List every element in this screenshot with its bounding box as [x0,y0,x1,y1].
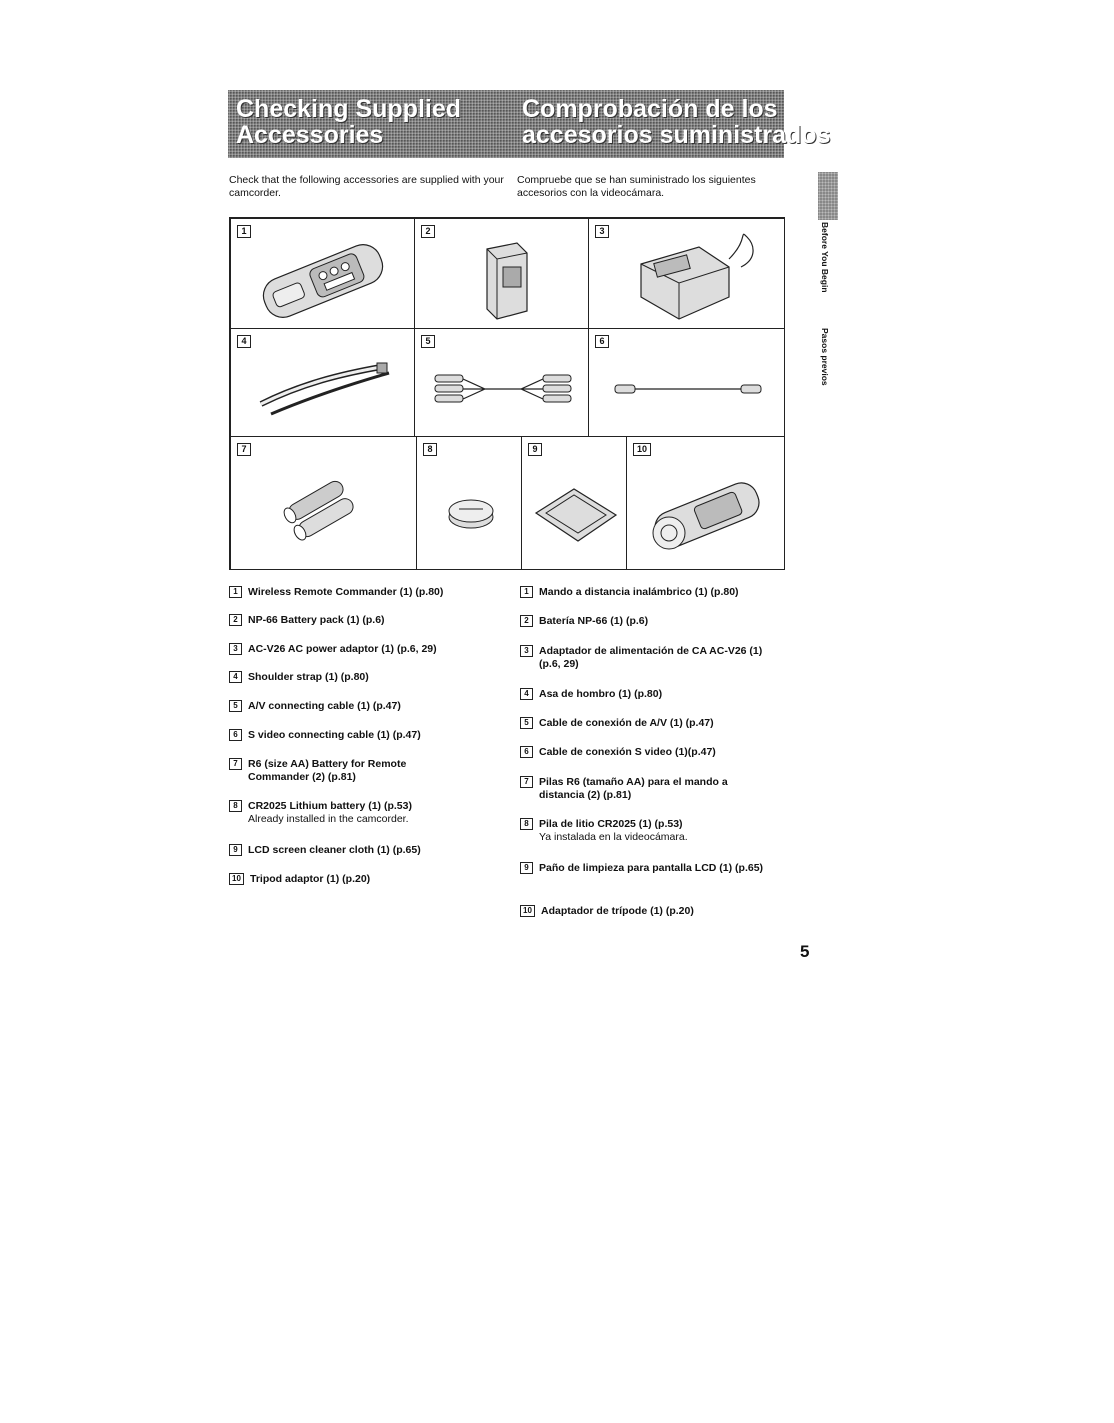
lithium-battery-icon [417,437,523,571]
battery-pack-icon [415,219,590,330]
grid-number-3: 3 [595,225,609,238]
grid-number-2: 2 [421,225,435,238]
spanish-item-1 [520,586,790,599]
english-item-9-number: 9 [229,844,242,856]
english-item-4-text: Shoulder strap (1) (p.80) [248,671,369,683]
page-number: 5 [800,942,810,961]
english-item-7-number: 7 [229,758,242,770]
english-item-6 [229,729,499,742]
grid-cell-8 [416,436,522,570]
spanish-item-7-text: Pilas R6 (tamaño AA) para el mando a distancia (2) (p.81) [539,776,728,801]
spanish-item-8-subtext: Ya instalada en la videocámara. [539,831,688,843]
spanish-item-10-text: Adaptador de trípode (1) (p.20) [541,905,694,917]
aa-batteries-icon [231,437,418,571]
english-item-6-number: 6 [229,729,242,741]
spanish-item-8 [520,818,790,844]
spanish-item-7 [520,776,790,802]
spanish-item-4-text: Asa de hombro (1) (p.80) [539,688,663,700]
english-item-10 [229,873,499,886]
spanish-item-3 [520,645,790,671]
spanish-item-5-number: 5 [520,717,533,729]
side-tab-spanish: Pasos previos [820,328,830,386]
english-item-5-number: 5 [229,700,242,712]
spanish-item-1-number: 1 [520,586,533,598]
grid-number-9: 9 [528,443,542,456]
spanish-item-8-text: Pila de litio CR2025 (1) (p.53) [539,818,683,830]
grid-number-5: 5 [421,335,435,348]
spanish-item-2 [520,615,790,628]
av-connecting-cable-icon [415,329,590,438]
english-item-8-number: 8 [229,800,242,812]
grid-number-1: 1 [237,225,251,238]
grid-number-10: 10 [633,443,651,456]
english-item-5-text: A/V connecting cable (1) (p.47) [248,700,401,712]
s-video-cable-icon [589,329,786,438]
spanish-item-4 [520,688,790,701]
english-item-9-text: LCD screen cleaner cloth (1) (p.65) [248,844,421,856]
accessories-grid [229,217,785,570]
side-tab-marker [818,172,838,220]
spanish-item-6 [520,746,790,759]
english-item-3-text: AC-V26 AC power adaptor (1) (p.6, 29) [248,643,437,655]
spanish-item-2-number: 2 [520,615,533,627]
spanish-item-8-number: 8 [520,818,533,830]
english-item-2 [229,614,499,627]
english-item-4-number: 4 [229,671,242,683]
intro-english: Check that the following accessories are supplied with your camcorder. [229,174,504,199]
ac-power-adaptor-icon [589,219,786,330]
english-item-3-number: 3 [229,643,242,655]
grid-cell-4 [230,328,415,437]
spanish-item-9-text: Paño de limpieza para pantalla LCD (1) (p.65) [539,862,764,874]
english-title-line1: Checking Supplied [236,95,462,123]
english-item-1-text: Wireless Remote Commander (1) (p.80) [248,586,444,598]
spanish-item-10 [520,905,790,918]
grid-cell-10 [626,436,785,570]
spanish-item-7-number: 7 [520,776,533,788]
lcd-cleaner-cloth-icon [522,437,628,571]
english-item-7 [229,758,499,784]
spanish-item-5-text: Cable de conexión de A/V (1) (p.47) [539,717,714,729]
spanish-item-3-number: 3 [520,645,533,657]
grid-number-8: 8 [423,443,437,456]
tripod-adaptor-icon [627,437,786,571]
english-item-10-number: 10 [229,873,244,885]
spanish-item-9-number: 9 [520,862,533,874]
spanish-item-4-number: 4 [520,688,533,700]
english-title [236,96,461,148]
spanish-item-2-text: Batería NP-66 (1) (p.6) [539,615,649,627]
remote-commander-icon [231,219,416,330]
spanish-item-9 [520,862,790,875]
english-item-10-text: Tripod adaptor (1) (p.20) [250,873,371,885]
english-item-1 [229,586,499,599]
spanish-item-6-text: Cable de conexión S video (1)(p.47) [539,746,716,758]
spanish-title-line2: accesorios suministrados [522,121,831,149]
grid-cell-7 [230,436,417,570]
spanish-item-10-number: 10 [520,905,535,917]
english-item-8 [229,800,499,826]
english-item-6-text: S video connecting cable (1) (p.47) [248,729,421,741]
english-item-2-number: 2 [229,614,242,626]
grid-cell-6 [588,328,785,437]
english-title-line2: Accessories [236,121,384,149]
grid-cell-1 [230,218,415,329]
spanish-item-3-text: Adaptador de alimentación de CA AC-V26 (1) (p.6, 29) [539,645,763,670]
english-item-5 [229,700,499,713]
english-item-7-text: R6 (size AA) Battery for Remote Commander (2) (p.81) [248,758,407,783]
grid-number-6: 6 [595,335,609,348]
english-item-3 [229,643,499,656]
english-item-4 [229,671,499,684]
intro-spanish: Compruebe que se han suministrado los siguientes accesorios con la videocámara. [517,174,756,199]
grid-cell-5 [414,328,589,437]
spanish-item-1-text: Mando a distancia inalámbrico (1) (p.80) [539,586,739,598]
english-item-8-text: CR2025 Lithium battery (1) (p.53) [248,800,412,812]
spanish-title-line1: Comprobación de los [522,95,778,123]
english-item-8-subtext: Already installed in the camcorder. [248,813,409,825]
side-tab-english: Before You Begin [820,222,830,293]
grid-cell-3 [588,218,785,329]
grid-cell-9 [521,436,627,570]
section-header-bar [228,90,831,158]
english-item-9 [229,844,499,857]
spanish-title [522,96,830,148]
spanish-item-5 [520,717,790,730]
shoulder-strap-icon [231,329,416,438]
grid-number-7: 7 [237,443,251,456]
grid-number-4: 4 [237,335,251,348]
english-item-2-text: NP-66 Battery pack (1) (p.6) [248,614,385,626]
spanish-item-6-number: 6 [520,746,533,758]
grid-cell-2 [414,218,589,329]
english-item-1-number: 1 [229,586,242,598]
